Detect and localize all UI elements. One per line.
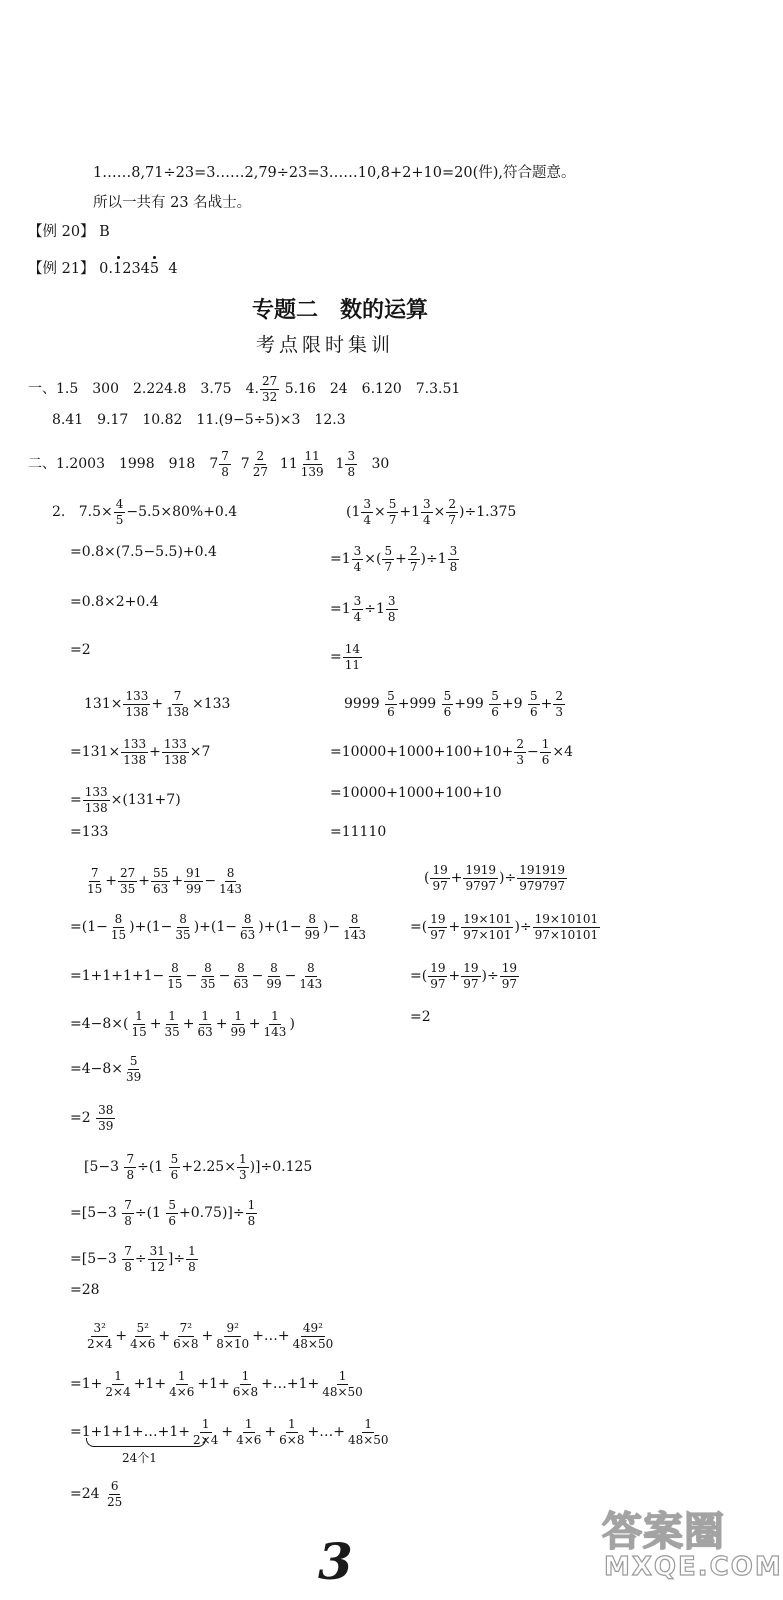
answer-line-1: 1……8,71÷23=3……2,79÷23=3……10,8+2+10=20(件),符合题意。 bbox=[93, 165, 576, 181]
example-21-label: 【例 21】 bbox=[28, 261, 95, 277]
section1-text-a: 一、1.5 300 2.224.8 3.75 4. bbox=[28, 381, 259, 398]
repeating-dot-end bbox=[153, 256, 156, 259]
p5-line-2: =[5−3 $\frac{7}{8}$ ÷(1 $\frac{5}{6}$ +0.75)]÷ $\frac{1}{8}$ bbox=[70, 1198, 256, 1228]
watermark-top: 答案圈 bbox=[602, 1509, 725, 1555]
example-21-answer: 0.12345 bbox=[99, 261, 160, 277]
watermark-logo bbox=[600, 1500, 783, 1592]
p3-right-3: =10000+1000+100+10 bbox=[330, 785, 502, 801]
section2-text: 二、1.2003 1998 918 7 bbox=[28, 456, 219, 473]
p4-right-3: =( $\frac{19}{97}$ + $\frac{19}{97}$ )÷ $\frac{19}{97}$ bbox=[410, 961, 517, 991]
p4-left-6: =2 $\frac{38}{39}$ bbox=[70, 1103, 114, 1133]
p3-right-4: =11110 bbox=[330, 824, 387, 840]
p6-line-2: =1+ $\frac{1}{2\times 4}$ +1+ $\frac{1}{4\times 6}$ +1+ $\frac{1}{6\times 8}$ +…+1+ $\frac{1}{48\times 50}$ bbox=[70, 1369, 363, 1399]
p3-left-1: 131× $\frac{133}{138}$ + $\frac{7}{138}$ ×133 bbox=[84, 689, 231, 719]
repeating-dot-start bbox=[117, 256, 120, 259]
p3-right-1: 9999 $\frac{5}{6}$ +999 $\frac{5}{6}$ +99 $\frac{5}{6}$ +9 $\frac{5}{6}$ + $\frac{2}{3}$ bbox=[344, 689, 564, 719]
p3-left-3: = $\frac{133}{138}$ ×(131+7) bbox=[70, 785, 181, 815]
p5-line-4: =28 bbox=[70, 1282, 100, 1298]
answer-line-2: 所以一共有 23 名战士。 bbox=[93, 195, 252, 211]
watermark-bottom: MXQE.COM bbox=[604, 1552, 783, 1582]
p5-line-3: =[5−3 $\frac{7}{8}$ ÷ $\frac{31}{12}$ ]÷ $\frac{1}{8}$ bbox=[70, 1244, 196, 1274]
p4-right-2: =( $\frac{19}{97}$ + $\frac{19\times 101}{97\times 101}$ )÷ $\frac{19\times 10101}{97\times 10101}$ bbox=[410, 912, 599, 942]
p2-right-2: =1 $\frac{3}{4}$ ×( $\frac{5}{7}$ + $\frac{2}{7}$ )÷1 $\frac{3}{8}$ bbox=[330, 544, 458, 574]
section1-line2: 8.41 9.17 10.82 11.(9−5÷5)×3 12.3 bbox=[52, 412, 346, 428]
p4-left-5: =4−8× $\frac{5}{39}$ bbox=[70, 1054, 142, 1084]
page-number: 3 bbox=[318, 1532, 353, 1591]
example-21-extra: 4 bbox=[168, 261, 178, 277]
section-title: 专题二 数的运算 bbox=[252, 298, 429, 323]
p6-line-4: =24 $\frac{6}{25}$ bbox=[70, 1479, 123, 1509]
p2-left-3: =0.8×2+0.4 bbox=[70, 594, 159, 610]
p4-left-4: =4−8×( $\frac{1}{15}$ + $\frac{1}{35}$ + $\frac{1}{63}$ + $\frac{1}{99}$ + $\frac{1}{143}$ ) bbox=[70, 1009, 295, 1039]
p3-right-2: =10000+1000+100+10+ $\frac{2}{3}$ − $\frac{1}{6}$ ×4 bbox=[330, 737, 574, 767]
p2-left-1: 2. 7.5× $\frac{4}{5}$ −5.5×80%+0.4 bbox=[52, 497, 238, 527]
example-20 bbox=[28, 225, 110, 240]
p4-right-4: =2 bbox=[410, 1009, 431, 1025]
p6-line-3: =1+1+1+…+1+ $\frac{1}{2\times 4}$ + $\frac{1}{4\times 6}$ + $\frac{1}{6\times 8}$ +…+ $\frac{1}{48\times 50}$ bbox=[70, 1417, 389, 1447]
section2-line1: 二、1.2003 1998 918 7 $\frac{7}{8}$ 7 $\frac{2}{27}$ 11 $\frac{11}{139}$ 1 $\frac{3}{8}$ 30 bbox=[28, 449, 390, 479]
section1-text-b: 5.16 24 6.120 7.3.51 bbox=[284, 381, 461, 398]
p4-right-1: ( $\frac{19}{97}$ + $\frac{1919}{9797}$ )÷ $\frac{191919}{979797}$ bbox=[424, 863, 566, 893]
section1-line1 bbox=[28, 375, 460, 403]
section-subtitle: 考点限时集训 bbox=[256, 334, 395, 356]
example-20-label: 【例 20】 bbox=[28, 224, 95, 240]
underbrace bbox=[86, 1438, 206, 1447]
p3-left-4: =133 bbox=[70, 824, 109, 840]
example-20-answer: B bbox=[99, 224, 110, 240]
p3-left-2: =131× $\frac{133}{138}$ + $\frac{133}{138}$ ×7 bbox=[70, 737, 211, 767]
p2-left-2: =0.8×(7.5−5.5)+0.4 bbox=[70, 544, 217, 560]
p6-line-1: $\frac{\text{3²}}{2\times 4}$ + $\frac{\text{5²}}{4\times 6}$ + $\frac{\text{7²}}{6\times 8}$ + $\frac{\text{9²}}{8\times 10}$ +…+ $\frac{\text{49²}}{48\times 50}$ bbox=[87, 1321, 334, 1351]
brace-label: 24个1 bbox=[122, 1451, 157, 1465]
p2-right-3: =1 $\frac{3}{4}$ ÷1 $\frac{3}{8}$ bbox=[330, 594, 396, 624]
fraction: $\frac{27}{32}$ bbox=[261, 374, 278, 404]
p2-right-1: (1 $\frac{3}{4}$ × $\frac{5}{7}$ +1 $\frac{3}{4}$ × $\frac{2}{7}$ )÷1.375 bbox=[346, 497, 517, 527]
example-21 bbox=[28, 262, 178, 277]
p4-left-3: =1+1+1+1− $\frac{8}{15}$ − $\frac{8}{35}$ − $\frac{8}{63}$ − $\frac{8}{99}$ − $\frac{8}{143}$ bbox=[70, 961, 323, 991]
p4-left-1: $\frac{7}{15}$ + $\frac{27}{35}$ + $\frac{55}{63}$ + $\frac{91}{99}$ − $\frac{8}{143}$ bbox=[87, 866, 242, 896]
p5-line-1: [5−3 $\frac{7}{8}$ ÷(1 $\frac{5}{6}$ +2.25× $\frac{1}{3}$ )]÷0.125 bbox=[84, 1152, 313, 1182]
p4-left-2: =(1− $\frac{8}{15}$ )+(1− $\frac{8}{35}$ )+(1− $\frac{8}{63}$ )+(1− $\frac{8}{99}$ )− $\frac{8}{143}$ bbox=[70, 912, 366, 942]
p2-right-4: = $\frac{14}{11}$ bbox=[330, 642, 361, 672]
p2-left-4: =2 bbox=[70, 642, 91, 658]
